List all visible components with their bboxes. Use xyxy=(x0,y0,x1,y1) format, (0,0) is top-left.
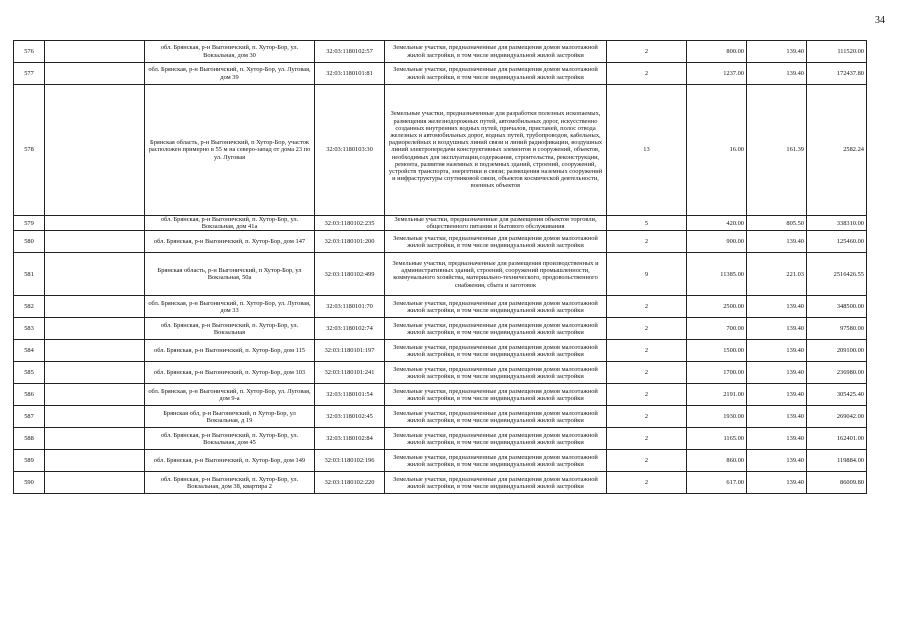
row-number: 585 xyxy=(14,362,45,384)
cadastral-value-cell: 209100.00 xyxy=(807,340,867,362)
area-cell: 1700.00 xyxy=(687,362,747,384)
rate-cell: 805.50 xyxy=(747,216,807,231)
address-cell: обл. Брянская, р-н Выгоничский, п. Хутор-Бор, ул. Вокзальная xyxy=(145,318,315,340)
land-use-cell: Земельные участки, предназначенные для размещения домов малоэтажной жилой застройки, в том числе индивидуальной жилой застройки xyxy=(385,450,607,472)
rate-cell: 139.40 xyxy=(747,384,807,406)
area-cell: 1500.00 xyxy=(687,340,747,362)
table-body xyxy=(14,41,867,494)
area-cell: 1237.00 xyxy=(687,63,747,85)
address-cell: обл. Брянская, р-н Выгоничский, п. Хутор-Бор, ул. Вокзальная, дом 38, квартира 2 xyxy=(145,472,315,494)
land-class-cell: 2 xyxy=(607,340,687,362)
table-row xyxy=(14,406,867,428)
blank-cell xyxy=(45,340,145,362)
land-use-cell: Земельные участки, предназначенные для размещения домов малоэтажной жилой застройки, в том числе индивидуальной жилой застройки xyxy=(385,231,607,253)
rate-cell: 139.40 xyxy=(747,362,807,384)
cadastral-number-cell: 32:03:1180102:74 xyxy=(315,318,385,340)
table-row xyxy=(14,340,867,362)
cadastral-value-cell: 86009.80 xyxy=(807,472,867,494)
address-cell: Брянская обл, р-н Выгоничский, п Хутор-Бор, ул Вокзальная, д 19 xyxy=(145,406,315,428)
table-row xyxy=(14,472,867,494)
blank-cell xyxy=(45,362,145,384)
land-use-cell: Земельные участки, предназначенные для размещения домов малоэтажной жилой застройки, в том числе индивидуальной жилой застройки xyxy=(385,296,607,318)
blank-cell xyxy=(45,318,145,340)
land-class-cell: 2 xyxy=(607,450,687,472)
cadastral-number-cell: 32:03:1180102:499 xyxy=(315,253,385,296)
table-row xyxy=(14,450,867,472)
rate-cell: 139.40 xyxy=(747,340,807,362)
land-use-cell: Земельные участки, предназначенные для размещения домов малоэтажной жилой застройки, в том числе индивидуальной жилой застройки xyxy=(385,63,607,85)
row-number: 581 xyxy=(14,253,45,296)
rate-cell: 139.40 xyxy=(747,63,807,85)
blank-cell xyxy=(45,384,145,406)
cadastral-number-cell: 32:03:1180102:57 xyxy=(315,41,385,63)
cadastral-number-cell: 32:03:1180101:200 xyxy=(315,231,385,253)
address-cell: обл. Брянская, р-н Выгоничский, п. Хутор-Бор, ул. Вокзальная, дом 30 xyxy=(145,41,315,63)
table-row xyxy=(14,253,867,296)
rate-cell: 139.40 xyxy=(747,428,807,450)
row-number: 580 xyxy=(14,231,45,253)
cadastral-value-cell: 2516426.55 xyxy=(807,253,867,296)
address-cell: обл. Брянская, р-н Выгоничский, п. Хутор-Бор, ул. Вокзальная, дом 45 xyxy=(145,428,315,450)
rate-cell: 161.39 xyxy=(747,85,807,216)
land-use-cell: Земельные участки, предназначенные для размещения домов малоэтажной жилой застройки, в том числе индивидуальной жилой застройки xyxy=(385,362,607,384)
blank-cell xyxy=(45,216,145,231)
row-number: 576 xyxy=(14,41,45,63)
row-number: 582 xyxy=(14,296,45,318)
land-class-cell: 2 xyxy=(607,296,687,318)
cadastral-value-cell: 269042.00 xyxy=(807,406,867,428)
land-class-cell: 2 xyxy=(607,406,687,428)
table-row xyxy=(14,231,867,253)
area-cell: 420.00 xyxy=(687,216,747,231)
cadastral-number-cell: 32:03:1180101:197 xyxy=(315,340,385,362)
blank-cell xyxy=(45,296,145,318)
rate-cell: 139.40 xyxy=(747,296,807,318)
land-use-cell: Земельные участки, предназначенные для размещения домов малоэтажной жилой застройки, в том числе индивидуальной жилой застройки xyxy=(385,384,607,406)
land-use-cell: Земельные участки, предназначенные для размещения объектов торговли, общественного питания и бытового обслуживания xyxy=(385,216,607,231)
address-cell: обл. Брянская, р-н Выгоничский, п. Хутор-Бор, ул. Вокзальная, дом 41а xyxy=(145,216,315,231)
blank-cell xyxy=(45,428,145,450)
blank-cell xyxy=(45,41,145,63)
land-class-cell: 2 xyxy=(607,384,687,406)
area-cell: 2500.00 xyxy=(687,296,747,318)
cadastral-number-cell: 32:03:1180101:54 xyxy=(315,384,385,406)
area-cell: 860.00 xyxy=(687,450,747,472)
land-class-cell: 5 xyxy=(607,216,687,231)
land-class-cell: 2 xyxy=(607,63,687,85)
blank-cell xyxy=(45,231,145,253)
table-row xyxy=(14,384,867,406)
cadastral-value-cell: 348500.00 xyxy=(807,296,867,318)
row-number: 584 xyxy=(14,340,45,362)
row-number: 578 xyxy=(14,85,45,216)
area-cell: 11385.00 xyxy=(687,253,747,296)
cadastral-value-cell: 2582.24 xyxy=(807,85,867,216)
land-class-cell: 2 xyxy=(607,231,687,253)
table-row xyxy=(14,428,867,450)
row-number: 586 xyxy=(14,384,45,406)
table-row xyxy=(14,362,867,384)
cadastral-number-cell: 32:03:1180101:81 xyxy=(315,63,385,85)
cadastral-value-table xyxy=(13,40,867,494)
row-number: 583 xyxy=(14,318,45,340)
cadastral-number-cell: 32:03:1180102:45 xyxy=(315,406,385,428)
cadastral-number-cell: 32:03:1180103:30 xyxy=(315,85,385,216)
rate-cell: 139.40 xyxy=(747,318,807,340)
address-cell: обл. Брянская, р-н Выгоничский, п. Хутор-Бор, ул. Луговая, дом 33 xyxy=(145,296,315,318)
cadastral-number-cell: 32:03:1180102:235 xyxy=(315,216,385,231)
land-use-cell: Земельные участки, предназначенные для размещения домов малоэтажной жилой застройки, в том числе индивидуальной жилой застройки xyxy=(385,472,607,494)
table-row xyxy=(14,216,867,231)
blank-cell xyxy=(45,85,145,216)
land-class-cell: 2 xyxy=(607,318,687,340)
area-cell: 1930.00 xyxy=(687,406,747,428)
land-use-cell: Земельные участки, предназначенные для размещения домов малоэтажной жилой застройки, в том числе индивидуальной жилой застройки xyxy=(385,41,607,63)
cadastral-number-cell: 32:03:1180102:84 xyxy=(315,428,385,450)
area-cell: 617.00 xyxy=(687,472,747,494)
blank-cell xyxy=(45,472,145,494)
land-class-cell: 2 xyxy=(607,472,687,494)
land-class-cell: 2 xyxy=(607,41,687,63)
blank-cell xyxy=(45,406,145,428)
row-number: 579 xyxy=(14,216,45,231)
blank-cell xyxy=(45,450,145,472)
address-cell: Брянская область, р-н Выгоничский, п Хутор-Бор, участок расположен примерно в 55 м на северо-запад от дома 23 по ул. Луговая xyxy=(145,85,315,216)
rate-cell: 139.40 xyxy=(747,406,807,428)
area-cell: 900.00 xyxy=(687,231,747,253)
cadastral-value-cell: 111520.00 xyxy=(807,41,867,63)
land-class-cell: 13 xyxy=(607,85,687,216)
rate-cell: 139.40 xyxy=(747,41,807,63)
land-use-cell: Земельные участки, предназначенные для размещения домов малоэтажной жилой застройки, в том числе индивидуальной жилой застройки xyxy=(385,406,607,428)
land-use-cell: Земельные участки, предназначенные для размещения домов малоэтажной жилой застройки, в том числе индивидуальной жилой застройки xyxy=(385,340,607,362)
land-use-cell: Земельные участки, предназначенные для размещения домов малоэтажной жилой застройки, в том числе индивидуальной жилой застройки xyxy=(385,318,607,340)
cadastral-value-cell: 236980.00 xyxy=(807,362,867,384)
cadastral-value-cell: 172437.80 xyxy=(807,63,867,85)
rate-cell: 139.40 xyxy=(747,231,807,253)
land-use-cell: Земельные участки, предназначенные для размещения производственных и административных зданий, строений, сооружений промышленности, коммунального хозяйства, материально-технического, продовольственного снабжения, сбыта и заготовок xyxy=(385,253,607,296)
cadastral-number-cell: 32:03:1180102:196 xyxy=(315,450,385,472)
cadastral-value-cell: 125460.00 xyxy=(807,231,867,253)
table-row xyxy=(14,296,867,318)
table-row xyxy=(14,85,867,216)
cadastral-value-cell: 162401.00 xyxy=(807,428,867,450)
row-number: 587 xyxy=(14,406,45,428)
address-cell: обл. Брянская, р-н Выгоничский, п. Хутор-Бор, дом 149 xyxy=(145,450,315,472)
address-cell: обл. Брянская, р-н Выгоничский, п. Хутор-Бор, ул. Луговая, дом 39 xyxy=(145,63,315,85)
address-cell: Брянская область, р-н Выгоничский, п Хутор-Бор, ул Вокзальная, 50а xyxy=(145,253,315,296)
address-cell: обл. Брянская, р-н Выгоничский, п. Хутор-Бор, дом 103 xyxy=(145,362,315,384)
area-cell: 2191.00 xyxy=(687,384,747,406)
table-row xyxy=(14,41,867,63)
land-class-cell: 9 xyxy=(607,253,687,296)
cadastral-number-cell: 32:03:1180101:70 xyxy=(315,296,385,318)
area-cell: 700.00 xyxy=(687,318,747,340)
cadastral-value-cell: 119884.00 xyxy=(807,450,867,472)
row-number: 588 xyxy=(14,428,45,450)
address-cell: обл. Брянская, р-н Выгоничский, п. Хутор-Бор, дом 115 xyxy=(145,340,315,362)
row-number: 590 xyxy=(14,472,45,494)
row-number: 589 xyxy=(14,450,45,472)
land-class-cell: 2 xyxy=(607,362,687,384)
land-use-cell: Земельные участки, предназначенные для разработки полезных ископаемых, размещения железнодорожных путей, автомобильных дорог, искусственно созданных внутренних водных путей, причалов, пристаней, полос отвода железных и автомобильных дорог, водных путей, трубопроводов, кабельных, радиорелейных и воздушных линий связи и линий радиофикации, воздушных линий электропередачи конструктивных элементов и сооружений, объектов, необходимых для эксплуатации,содержания, строительства, реконструкции, ремонта, развития наземных и подземных зданий, строений, сооружений, устройств транспорта, энергетики и связи; размещения наземных сооружений и инфраструктуры спутниковой связи, объектов космической деятельности, военных объектов xyxy=(385,85,607,216)
row-number: 577 xyxy=(14,63,45,85)
blank-cell xyxy=(45,63,145,85)
cadastral-number-cell: 32:03:1180101:241 xyxy=(315,362,385,384)
blank-cell xyxy=(45,253,145,296)
page-number: 34 xyxy=(875,15,885,26)
rate-cell: 139.40 xyxy=(747,472,807,494)
address-cell: обл. Брянская, р-н Выгоничский, п. Хутор-Бор, дом 147 xyxy=(145,231,315,253)
area-cell: 800.00 xyxy=(687,41,747,63)
rate-cell: 139.40 xyxy=(747,450,807,472)
cadastral-value-cell: 305425.40 xyxy=(807,384,867,406)
rate-cell: 221.03 xyxy=(747,253,807,296)
area-cell: 1165.00 xyxy=(687,428,747,450)
address-cell: обл. Брянская, р-н Выгоничский, п. Хутор-Бор, ул. Луговая, дом 9-а xyxy=(145,384,315,406)
cadastral-value-cell: 97580.00 xyxy=(807,318,867,340)
cadastral-number-cell: 32:03:1180102:220 xyxy=(315,472,385,494)
table-row xyxy=(14,63,867,85)
cadastral-value-cell: 338310.00 xyxy=(807,216,867,231)
land-class-cell: 2 xyxy=(607,428,687,450)
table-row xyxy=(14,318,867,340)
area-cell: 16.00 xyxy=(687,85,747,216)
land-use-cell: Земельные участки, предназначенные для размещения домов малоэтажной жилой застройки, в том числе индивидуальной жилой застройки xyxy=(385,428,607,450)
